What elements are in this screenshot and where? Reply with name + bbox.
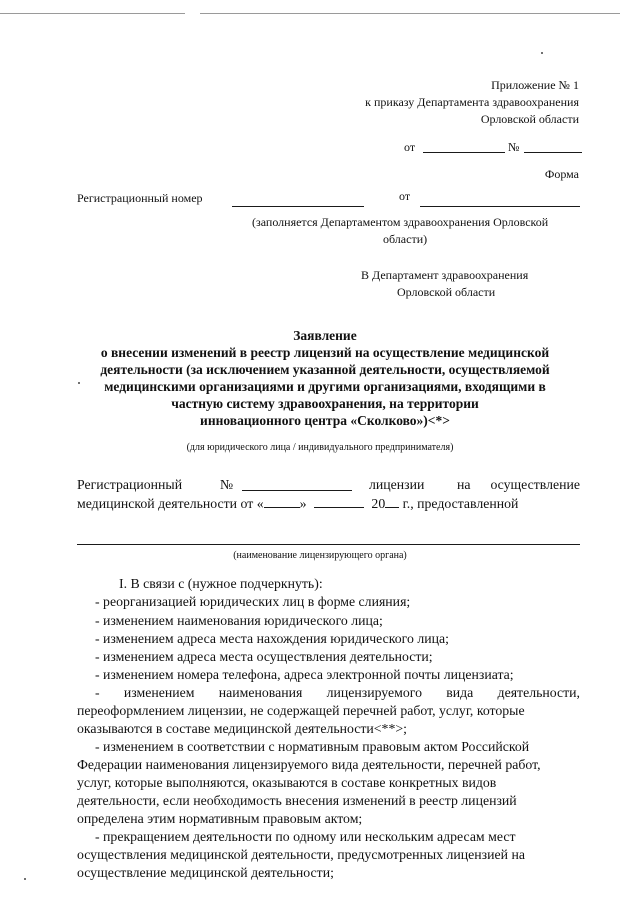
section-heading: I. В связи с (нужное подчеркнуть): <box>119 576 323 591</box>
license-date-prefix: медицинской деятельности от « <box>77 496 264 511</box>
license-word-number: № <box>220 477 234 492</box>
license-number-field <box>242 490 352 491</box>
scan-top-edge-right <box>200 13 620 14</box>
title-line3: деятельности (за исключением указанной деятельности, осуществляемой <box>100 362 550 377</box>
reason-item-regulation-line2: Федерации наименования лицензируемого вида деятельности, перечней работ, <box>77 757 541 772</box>
region-line: Орловской области <box>480 112 579 126</box>
scan-speck <box>541 52 543 54</box>
reason-item-activity-name-line1: - изменением наименования лицензируемого вида деятельности, <box>95 685 580 700</box>
license-line2 <box>77 495 518 513</box>
reason-item-regulation-line4: деятельности, если необходимость внесения изменений в реестр лицензий <box>77 793 517 808</box>
license-granted-by: г., предоставленной <box>402 496 519 511</box>
header-date-field <box>423 152 505 153</box>
license-day-field <box>264 495 300 508</box>
reason-item-activity-name-line3: оказываются в составе медицинской деятельности<**>; <box>77 721 407 736</box>
header-number-field <box>524 152 582 153</box>
registration-date-field <box>420 206 580 207</box>
reason-item-legal-address: - изменением адреса места нахождения юридического лица; <box>95 631 449 646</box>
title-line6: инновационного центра «Сколково»)<*> <box>200 413 450 428</box>
licensing-authority-field <box>77 544 580 545</box>
reason-item-regulation-line5: определена этим нормативным правовым актом; <box>77 811 363 826</box>
scan-top-edge-left <box>0 13 185 14</box>
registration-note-line2: области) <box>383 232 428 246</box>
reason-item-regulation-line3: услуг, которые выполняются, оказываются в составе конкретных видов <box>77 775 497 790</box>
registration-from-label: от <box>399 189 411 203</box>
scan-speck <box>24 878 26 880</box>
registration-number-label: Регистрационный номер <box>77 191 203 205</box>
appendix-label: Приложение № 1 <box>491 78 579 92</box>
header-from-label: от <box>404 140 416 154</box>
reason-item-termination-line1: - прекращением деятельности по одному или нескольким адресам мест <box>95 829 516 844</box>
title-line4: медицинскими организациями и другими организациями, входящими в <box>104 379 546 394</box>
reason-item-activity-name-line2: переоформлением лицензии, не содержащей перечней работ, услуг, которые <box>77 703 525 718</box>
license-word-on: на <box>457 477 471 492</box>
license-year-field <box>385 495 399 508</box>
addressee-line1: В Департамент здравоохранения <box>361 268 529 282</box>
applicant-type-note: (для юридического лица / индивидуального предпринимателя) <box>186 442 454 453</box>
license-word-registration: Регистрационный <box>77 477 183 492</box>
reason-item-termination-line3: осуществление медицинской деятельности; <box>77 865 334 880</box>
title-line5: частную систему здравоохранения, на территории <box>171 396 479 411</box>
order-line: к приказу Департамента здравоохранения <box>365 95 579 109</box>
registration-number-field <box>232 206 364 207</box>
title-line1: Заявление <box>293 328 357 343</box>
license-word-license: лицензии <box>369 477 425 492</box>
licensing-authority-note: (наименование лицензирующего органа) <box>233 550 407 561</box>
addressee-line2: Орловской области <box>397 285 496 299</box>
header-number-label: № <box>508 140 520 154</box>
title-line2: о внесении изменений в реестр лицензий на осуществление медицинской <box>100 345 550 360</box>
license-date-close-quote: » <box>299 496 307 511</box>
reason-item-regulation-line1: - изменением в соответствии с нормативным правовым актом Российской <box>95 739 530 754</box>
reason-item-activity-address: - изменением адреса места осуществления деятельности; <box>95 649 433 664</box>
registration-note-line1: (заполняется Департаментом здравоохранения Орловской <box>252 215 549 229</box>
form-label: Форма <box>544 167 579 181</box>
license-word-implementation: осуществление <box>490 477 580 492</box>
document-title <box>40 327 610 429</box>
reason-item-contacts: - изменением номера телефона, адреса электронной почты лицензиата; <box>95 667 514 682</box>
reason-item-merger: - реорганизацией юридических лиц в форме слияния; <box>95 594 411 609</box>
reason-item-termination-line2: осуществления медицинской деятельности, предусмотренных лицензией на <box>77 847 525 862</box>
reason-item-name-change: - изменением наименования юридического лица; <box>95 613 383 628</box>
license-century: 20 <box>371 496 386 511</box>
license-month-field <box>314 495 364 508</box>
